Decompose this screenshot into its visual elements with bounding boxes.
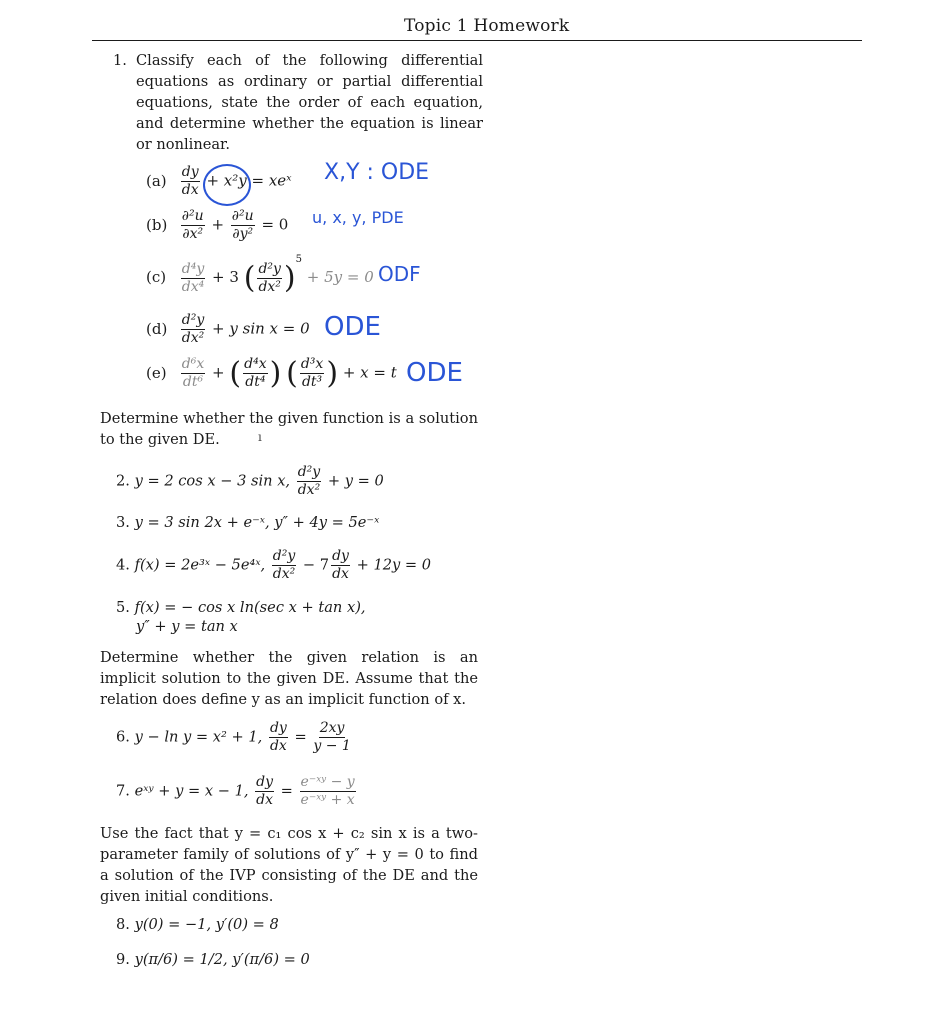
numerator: d⁴x xyxy=(244,356,267,372)
problem-1-text: Classify each of the following differential equations as ordinary or partial differential equations, state the order of each equation, and determine whether the equation is linear or nonlinear. xyxy=(136,52,483,153)
annotation-a: X,Y : ODE xyxy=(324,160,430,185)
equation-rest: + 12y = 0 xyxy=(356,556,432,574)
fraction xyxy=(272,548,296,583)
function-definition: y = 2 cos x − 3 sin x, xyxy=(134,472,291,490)
problem-5 xyxy=(116,597,366,618)
problem-number: 8. xyxy=(116,916,130,933)
numerator: dy xyxy=(269,720,287,736)
denominator: e⁻ˣʸ + x xyxy=(300,792,355,808)
numerator: 2xy xyxy=(319,720,345,736)
fraction xyxy=(313,720,350,755)
numerator: ∂²u xyxy=(181,208,204,224)
denominator: dt⁴ xyxy=(245,374,266,390)
problem-4 xyxy=(116,548,431,583)
fraction xyxy=(297,464,321,499)
handwritten-circle xyxy=(203,164,251,206)
equation-rest: + y = 0 xyxy=(327,472,384,490)
fraction xyxy=(331,548,350,583)
coefficient: + 3 xyxy=(212,268,239,286)
denominator: dx xyxy=(269,738,287,754)
header-divider xyxy=(92,40,862,41)
denominator: ∂y² xyxy=(232,226,254,242)
denominator: dt⁶ xyxy=(182,374,204,390)
part-b xyxy=(146,208,288,243)
part-d xyxy=(146,312,310,347)
stray-mark: ı xyxy=(258,430,262,444)
right-paren: ) xyxy=(283,260,296,296)
problem-6 xyxy=(116,720,353,755)
problem-8 xyxy=(116,916,279,933)
problem-number: 6. xyxy=(116,728,130,746)
left-paren: ( xyxy=(286,356,298,391)
fraction xyxy=(257,261,281,296)
differential-equation: y″ + y = tan x xyxy=(136,618,238,635)
right-paren: ) xyxy=(269,356,282,391)
fraction xyxy=(231,208,255,243)
fraction xyxy=(181,208,205,243)
denominator: dt³ xyxy=(301,374,323,390)
problem-number: 3. xyxy=(116,514,130,531)
coefficient: − 7 xyxy=(302,556,330,574)
fraction xyxy=(300,774,356,809)
initial-conditions: y(0) = −1, y′(0) = 8 xyxy=(134,916,279,933)
problem-2 xyxy=(116,464,384,499)
fraction xyxy=(269,720,288,755)
part-c xyxy=(146,254,374,296)
part-label: (e) xyxy=(146,363,167,382)
plus-sign: + xyxy=(211,215,225,234)
problem-1 xyxy=(113,50,483,155)
denominator: dx xyxy=(181,182,199,198)
problem-3 xyxy=(116,514,379,531)
plus-sign: + xyxy=(212,363,225,382)
numerator: d⁴y xyxy=(181,260,205,277)
page-title: Topic 1 Homework xyxy=(404,16,570,36)
equation-rhs: = 0 xyxy=(261,215,289,234)
problem-number: 4. xyxy=(116,556,130,574)
equation-rest: + x = t xyxy=(342,363,397,382)
denominator: y − 1 xyxy=(313,738,351,754)
numerator: ∂²u xyxy=(231,208,254,224)
numerator: dy xyxy=(256,774,274,790)
problem-number: 7. xyxy=(116,782,130,800)
right-paren: ) xyxy=(326,356,339,391)
numerator: dy xyxy=(332,548,349,564)
denominator: dx² xyxy=(181,330,205,346)
problem-number: 2. xyxy=(116,472,130,490)
equation-middle: + x²y xyxy=(206,171,247,190)
function-definition: f(x) = − cos x ln(sec x + tan x), xyxy=(134,599,366,616)
annotation-d: ODE xyxy=(324,312,381,342)
numerator: d²y xyxy=(258,260,281,277)
fraction xyxy=(255,774,274,809)
part-label: (d) xyxy=(146,319,168,338)
fraction xyxy=(243,356,267,391)
denominator: dx xyxy=(256,792,273,808)
problem-number: 1. xyxy=(113,52,127,69)
denominator: ∂x² xyxy=(182,226,204,242)
left-paren: ( xyxy=(243,260,256,296)
fraction xyxy=(181,261,205,296)
equation-rhs: = xeˣ xyxy=(251,171,292,190)
fraction xyxy=(181,164,200,199)
equation-tail: + 5y = 0 xyxy=(306,268,374,286)
function-definition: f(x) = 2e³ˣ − 5e⁴ˣ, xyxy=(134,556,266,574)
equals-sign: = xyxy=(280,782,293,800)
denominator: dx⁴ xyxy=(181,278,205,295)
left-paren: ( xyxy=(229,356,242,391)
part-label: (a) xyxy=(146,171,167,190)
initial-conditions: y(π/6) = 1/2, y′(π/6) = 0 xyxy=(134,951,310,968)
equation-rest: + y sin x = 0 xyxy=(212,319,310,338)
numerator: e⁻ˣʸ − y xyxy=(300,774,355,790)
section-instructions-implicit: Determine whether the given relation is an implicit solution to the given DE. Assume that the relation does define y as an implicit function of x. xyxy=(100,649,478,708)
numerator: d²y xyxy=(272,548,296,564)
relation: y − ln y = x² + 1, xyxy=(134,728,263,746)
denominator: dx² xyxy=(258,278,281,295)
fraction xyxy=(300,356,324,391)
annotation-e: ODE xyxy=(406,358,463,388)
numerator: d²y xyxy=(181,312,205,328)
denominator: dx² xyxy=(272,566,296,582)
equals-sign: = xyxy=(294,728,307,746)
problem-number: 9. xyxy=(116,951,130,968)
denominator: dx² xyxy=(297,482,321,498)
section-instructions-solution: Determine whether the given function is a solution to the given DE. xyxy=(100,410,478,448)
exponent: 5 xyxy=(295,254,303,265)
part-label: (b) xyxy=(146,215,168,234)
denominator: dx xyxy=(332,566,349,582)
part-e xyxy=(146,356,397,391)
numerator: d²y xyxy=(297,464,321,480)
numerator: d³x xyxy=(300,356,324,372)
numerator: dy xyxy=(181,164,199,180)
problem-9 xyxy=(116,951,310,968)
annotation-b: u, x, y, PDE xyxy=(312,208,404,227)
relation: eˣʸ + y = x − 1, xyxy=(134,782,249,800)
part-label: (c) xyxy=(146,268,167,286)
section-instructions-ivp: Use the fact that y = c₁ cos x + c₂ sin x is a two-parameter family of solutions of y″ + y = 0 to find a solution of the IVP consisting of the DE and the given initial conditions. xyxy=(100,825,478,905)
annotation-c: ODF xyxy=(378,262,421,286)
fraction xyxy=(181,312,205,347)
problem-5-de xyxy=(136,618,238,635)
problem-7 xyxy=(116,774,358,809)
numerator: d⁶x xyxy=(181,356,205,372)
problem-number: 5. xyxy=(116,599,130,616)
fraction xyxy=(181,356,205,391)
problem-statement: y = 3 sin 2x + e⁻ˣ, y″ + 4y = 5e⁻ˣ xyxy=(134,514,380,531)
